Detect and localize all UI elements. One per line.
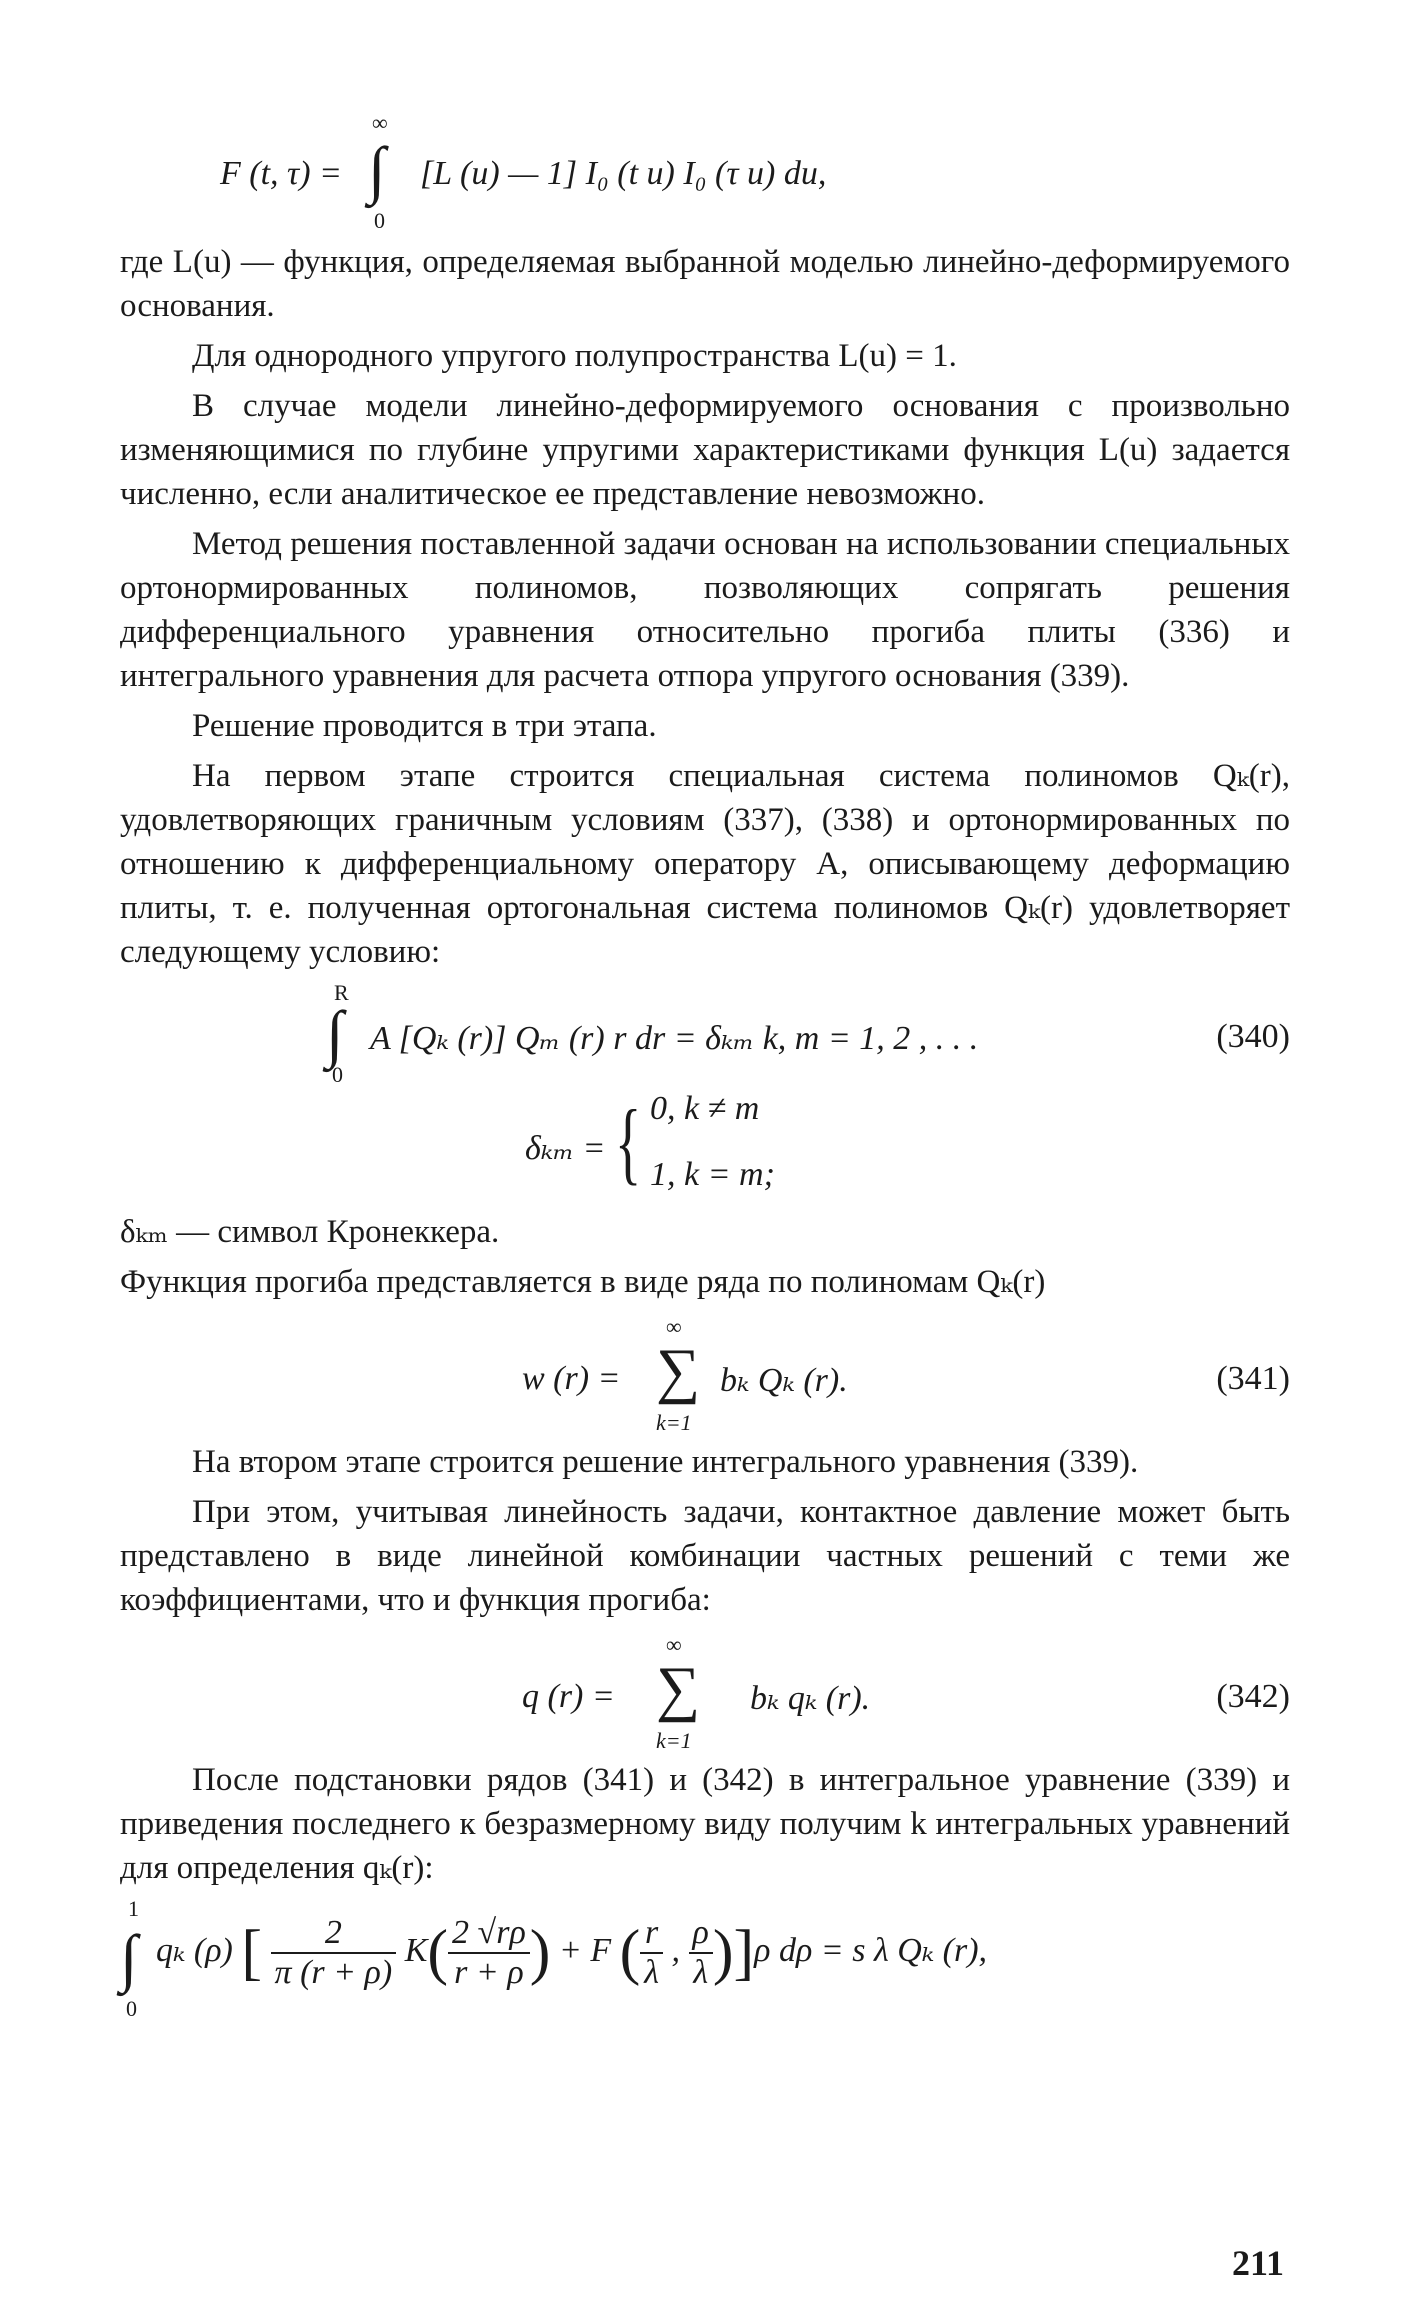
paragraph-3: В случае модели линейно-деформируемого основания с произвольно изменяющимися по глубине упругими характеристиками функция L(u) задается численно, если аналитическое ее представление невозможно. bbox=[120, 388, 1290, 512]
paragraph-2: Для однородного упругого полупространства L(u) = 1. bbox=[192, 338, 957, 374]
fraction-sqrt: $\frac{2 √r\rho}{r + \rho}$ bbox=[448, 1914, 530, 1992]
sum-sign: ∑ bbox=[656, 1337, 701, 1405]
sum-upper-limit: ∞ bbox=[666, 1314, 682, 1339]
paragraph-6: На первом этапе строится специальная система полиномов Qₖ(r), удовлетворяющих граничным условиям (337), (338) и ортонормированных по отношению к дифференциальному оператору A, описывающему деформацию плиты, т. е. полученная ортогональная система полиномов Qₖ(r) удовлетворяет следующему условию: bbox=[120, 758, 1290, 970]
integral-lower-limit: 0 bbox=[332, 1062, 343, 1087]
equation-342-lhs: q (r) = bbox=[522, 1678, 615, 1715]
paragraph-11: После подстановки рядов (341) и (342) в интегральное уравнение (339) и приведения последнего к безразмерному виду получим k интегральных уравнений для определения qₖ(r): bbox=[120, 1762, 1290, 1886]
equation-340-body: A [Qₖ (r)] Qₘ (r) r dr = δₖₘ k, m = 1, 2 , . . . bbox=[370, 1020, 979, 1057]
paragraph-8: Функция прогиба представляется в виде ряда по полиномам Qₖ(r) bbox=[120, 1264, 1046, 1300]
brace: { bbox=[614, 1091, 642, 1193]
equation-341-number: (341) bbox=[1216, 1360, 1290, 1397]
integral-upper-limit: ∞ bbox=[372, 110, 388, 135]
page-body bbox=[120, 110, 1290, 2036]
kronecker-delta-definition bbox=[120, 1090, 1290, 1210]
delta-case-1: 0, k ≠ m bbox=[650, 1090, 760, 1127]
plus-F: + F bbox=[558, 1931, 612, 1969]
comma: , bbox=[671, 1931, 681, 1969]
q-k-rho: qₖ (ρ) bbox=[156, 1931, 233, 1969]
left-paren-F: ( bbox=[619, 1918, 641, 1987]
integral-lower-limit: 0 bbox=[126, 1996, 137, 2021]
paragraph-4: Метод решения поставленной задачи основан на использовании специальных ортонормированных полиномов, позволяющих сопрягать решения дифференциального уравнения относительно прогиба плиты (336) и интегрального уравнения для расчета отпора упругого основания (339). bbox=[120, 526, 1290, 694]
paragraph-10: При этом, учитывая линейность задачи, контактное давление может быть представлено в виде линейной комбинации частных решений с теми же коэффициентами, что и функция прогиба: bbox=[120, 1494, 1290, 1618]
paragraph-1: где L(u) — функция, определяемая выбранной моделью линейно-деформируемого основания. bbox=[120, 244, 1290, 324]
equation-342-number: (342) bbox=[1216, 1678, 1290, 1715]
delta-case-2: 1, k = m; bbox=[650, 1156, 775, 1193]
left-paren: ( bbox=[427, 1918, 449, 1987]
integral-sign: ∫ bbox=[368, 134, 386, 205]
equation-final bbox=[120, 1896, 1290, 2036]
paragraph-5: Решение проводится в три этапа. bbox=[192, 708, 657, 744]
equation-final-body bbox=[156, 1914, 987, 1992]
equation-340 bbox=[120, 980, 1290, 1090]
equation-341-lhs: w (r) = bbox=[522, 1360, 621, 1397]
fraction-2-over-pi: $\frac{2}{\pi (r + \rho)}$ bbox=[271, 1914, 397, 1992]
equation-341-rhs: bₖ Qₖ (r). bbox=[720, 1362, 848, 1399]
delta-lhs: δₖₘ = bbox=[525, 1130, 606, 1167]
equation-F-rhs: [L (u) — 1] I₀ (t u) I₀ (τ u) du, bbox=[420, 155, 827, 192]
equation-342-rhs: bₖ qₖ (r). bbox=[750, 1680, 871, 1717]
page-number: 211 bbox=[1231, 2243, 1284, 2283]
equation-342 bbox=[120, 1628, 1290, 1758]
integral-lower-limit: 0 bbox=[374, 208, 385, 233]
sum-lower-limit: k=1 bbox=[656, 1728, 692, 1753]
right-paren-F: ) bbox=[712, 1918, 734, 1987]
equation-F-lhs: F (t, τ) = bbox=[220, 155, 342, 192]
left-bracket: [ bbox=[241, 1918, 263, 1987]
elliptic-K: K bbox=[404, 1931, 428, 1969]
integral-upper-limit: 1 bbox=[128, 1896, 139, 1921]
equation-341 bbox=[120, 1310, 1290, 1440]
sum-upper-limit: ∞ bbox=[666, 1632, 682, 1657]
sum-lower-limit: k=1 bbox=[656, 1410, 692, 1435]
integral-sign: ∫ bbox=[120, 1922, 138, 1993]
equation-340-number: (340) bbox=[1216, 1018, 1290, 1055]
right-bracket: ] bbox=[733, 1918, 755, 1987]
fraction-rho-lambda: $\frac{\rho}{\lambda}$ bbox=[689, 1914, 713, 1992]
integral-upper-limit: R bbox=[334, 980, 349, 1005]
paragraph-9: На втором этапе строится решение интегрального уравнения (339). bbox=[192, 1444, 1139, 1480]
integral-sign: ∫ bbox=[326, 998, 344, 1069]
equation-F bbox=[120, 110, 1290, 240]
right-paren: ) bbox=[529, 1918, 551, 1987]
sum-sign: ∑ bbox=[656, 1655, 701, 1723]
paragraph-7: δₖₘ — символ Кронеккера. bbox=[120, 1214, 500, 1250]
equation-final-tail: ρ dρ = s λ Qₖ (r), bbox=[754, 1931, 988, 1969]
fraction-r-lambda: $\frac{r}{\lambda}$ bbox=[640, 1914, 663, 1992]
